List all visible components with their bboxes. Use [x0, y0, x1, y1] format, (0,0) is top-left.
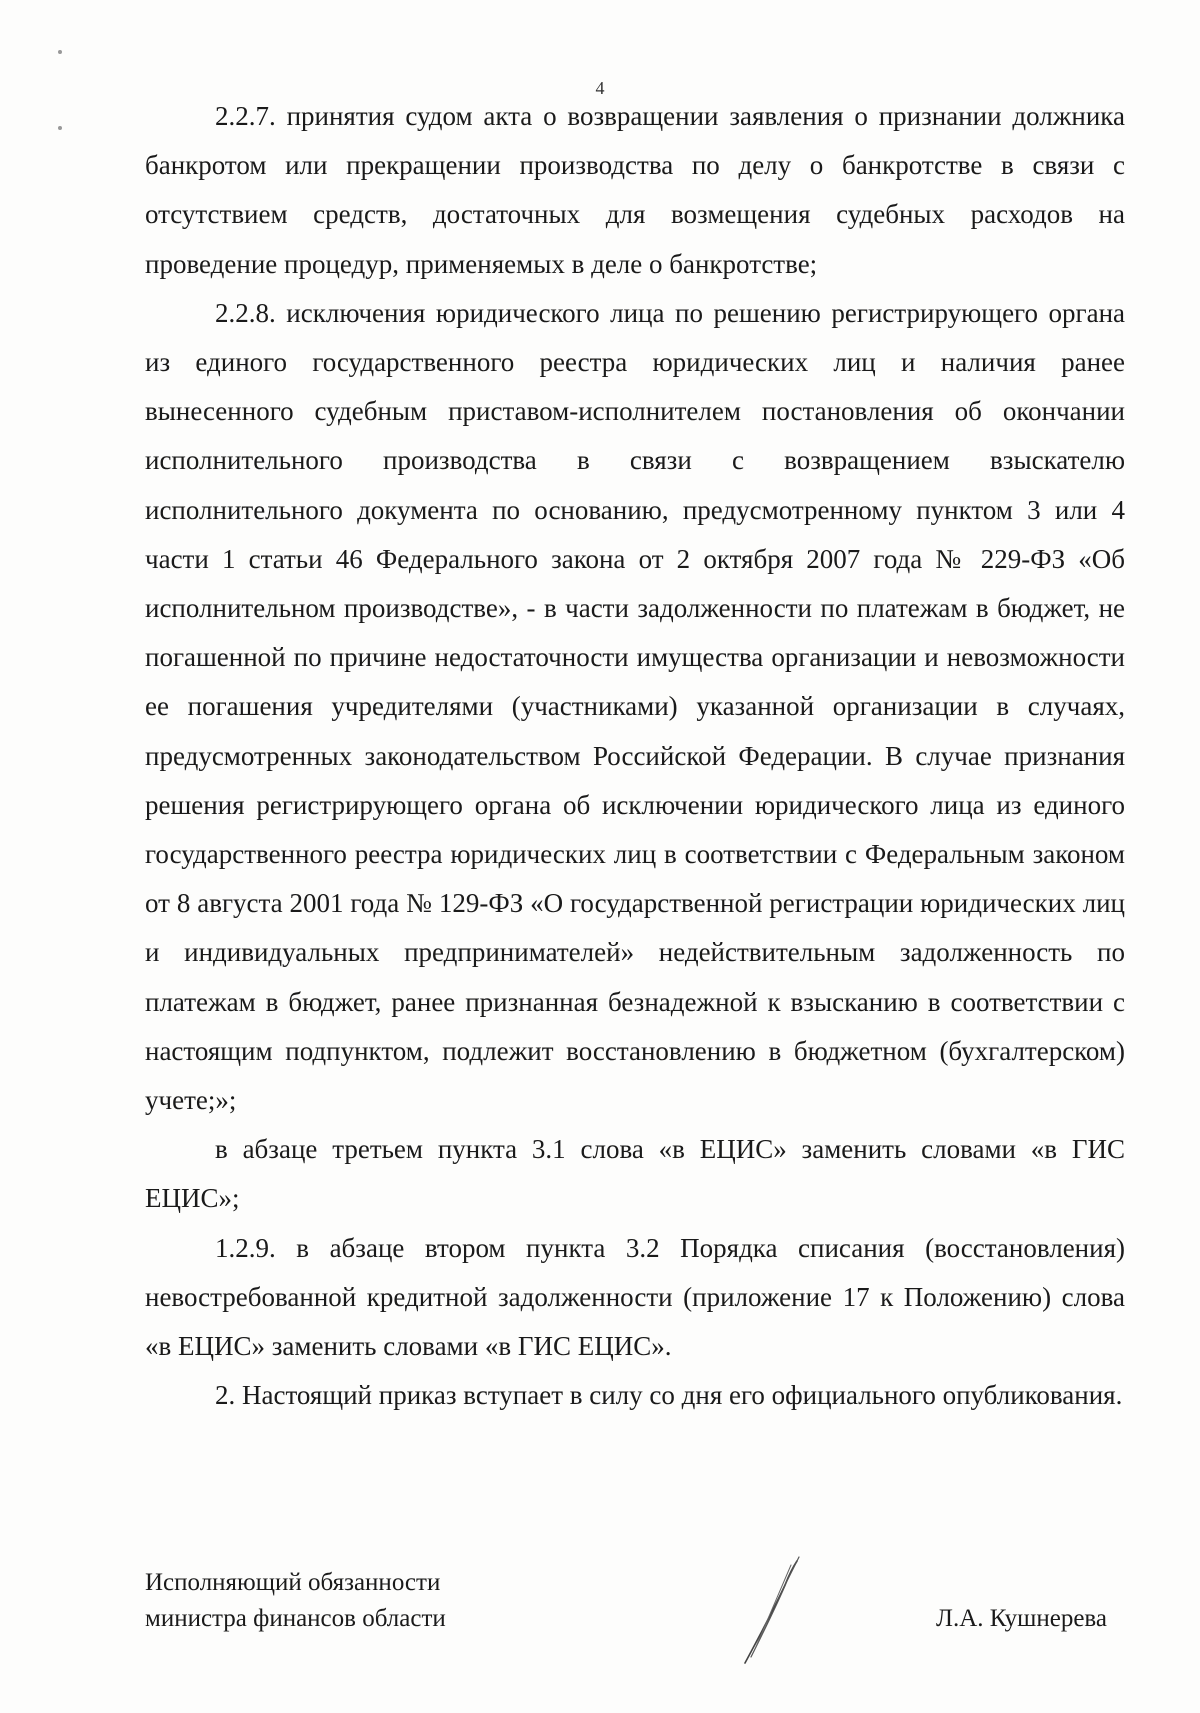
handwritten-signature	[725, 1545, 835, 1675]
signature-block	[145, 1565, 1125, 1685]
paragraph-2-2-8: 2.2.8. исключения юридического лица по решению регистрирующего органа из единого государственного реестра юридических лиц и наличия ранее вынесенного судебным приставом-исполнителем постановления об окончании исполнительного производства в связи с возвращением взыскателю исполнительного документа по основанию, предусмотренному пунктом 3 или 4 части 1 статьи 46 Федерального закона от 2 октября 2007 года № 229-ФЗ «Об исполнительном производстве», - в части задолженности по платежам в бюджет, не погашенной по причине недостаточности имущества организации и невозможности ее погашения учредителями (участниками) указанной организации в случаях, предусмотренных законодательством Российской Федерации. В случае признания решения регистрирующего органа об исключении юридического лица из единого государственного реестра юридических лиц в соответствии с Федеральным законом от 8 августа 2001 года № 129-ФЗ «О государственной регистрации юридических лиц и индивидуальных предпринимателей» недействительным задолженность по платежам в бюджет, ранее признанная безнадежной к взысканию в соответствии с настоящим подпунктом, подлежит восстановлению в бюджетном (бухгалтерском) учете;»;	[145, 297, 1125, 1116]
paragraph-effective-date: 2. Настоящий приказ вступает в силу со дня его официального опубликования.	[215, 1380, 1123, 1411]
scan-artifact-dot	[58, 50, 62, 54]
paragraph-2-2-7: 2.2.7. принятия судом акта о возвращении заявления о признании должника банкротом или прекращении производства по делу о банкротстве в связи с отсутствием средств, достаточных для возмещения судебных расходов на проведение процедур, применяемых в деле о банкротстве;	[145, 101, 1125, 279]
paragraph-amendment-3-1: в абзаце третьем пункта 3.1 слова «в ЕЦИС» заменить словами «в ГИС ЕЦИС»;	[145, 1134, 1125, 1214]
scan-artifact-dot	[58, 126, 62, 130]
signer-title-line-2: министра финансов области	[145, 1605, 446, 1632]
paragraph-1-2-9: 1.2.9. в абзаце втором пункта 3.2 Порядка списания (восстановления) невостребованной кредитной задолженности (приложение 17 к Положению) слова «в ЕЦИС» заменить словами «в ГИС ЕЦИС».	[145, 1232, 1125, 1362]
signer-title	[145, 1565, 446, 1637]
page-number: 4	[595, 78, 605, 98]
signer-name: Л.А. Кушнерева	[936, 1605, 1107, 1632]
signer-title-line-1: Исполняющий обязанности	[145, 1569, 441, 1596]
document-body	[145, 92, 1125, 1420]
